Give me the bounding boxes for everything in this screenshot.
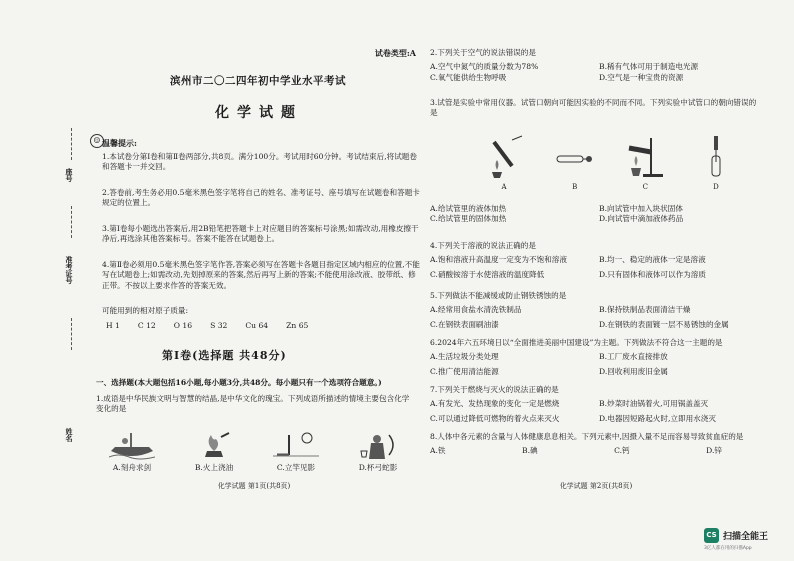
dropping-liquid-icon xyxy=(694,134,738,180)
section-intro: 一、选择题(本大题包括16小题,每小题3分,共48分。每小题只有一个选项符合题意。) xyxy=(96,378,382,387)
option: B.碘 xyxy=(522,446,538,456)
question-stem: 4.下列关于溶液的说法正确的是 xyxy=(430,241,536,250)
boat-sword-icon xyxy=(109,431,155,461)
question-stem: 7.下列关于燃烧与灭火的说法正确的是 xyxy=(430,385,559,394)
option: A.经常用食盐水清洗铁制品 xyxy=(430,305,522,315)
option: D.只有固体和液体可以作为溶质 xyxy=(599,269,706,279)
pole-shadow-icon xyxy=(273,431,319,461)
cut-line xyxy=(71,128,73,160)
atomic-mass-label: 可能用到的相对原子质量: xyxy=(102,306,189,315)
tip-item: 2.答卷前,考生务必用0.5毫米黑色签字笔将自己的姓名、准考证号、座号填写在试题卷和答题卡规定的位置上。 xyxy=(102,188,420,208)
diagram xyxy=(551,134,599,192)
option-label: B.火上浇油 xyxy=(194,463,234,472)
binding-sidebar xyxy=(62,128,86,488)
tip-item: 4.第Ⅱ卷必须用0.5毫米黑色签字笔作答,答案必须写在答题卡各题目指定区域内相应的位置,不能写在试题卷上;如需改动,先划掉原来的答案,然后再写上新的答案;不能使用涂改液、胶带纸、修正带。不按以上要求作答的答案无效。 xyxy=(102,260,420,290)
name-label: 姓名 xyxy=(65,428,74,442)
part-title: 第Ⅰ卷(选择题 共48分) xyxy=(162,349,287,362)
admission-number-label: 准考证号 xyxy=(65,256,74,284)
option: C.给试管里的固体加热 xyxy=(430,214,507,224)
option-image xyxy=(178,431,250,477)
option: C.可以通过降低可燃物的着火点来灭火 xyxy=(430,413,560,423)
cut-line xyxy=(71,206,73,238)
page-2 xyxy=(430,38,762,513)
scanner-logo-icon: CS xyxy=(704,528,719,543)
question-stem: 3.试管是实验中常用仪器。试管口朝向可能因实验的不同而不同。下列实验中试管口的朝向错误的是 xyxy=(430,98,757,118)
atomic-mass: Zn 65 xyxy=(286,321,309,330)
fire-oil-icon xyxy=(191,431,237,461)
option: B.炒菜时油锅着火,可用锅盖盖灭 xyxy=(599,399,709,409)
option: D.锌 xyxy=(706,446,722,456)
diagram-label: D xyxy=(713,183,719,192)
question-7 xyxy=(430,385,762,424)
option: D.回收利用废旧金属 xyxy=(599,366,668,376)
option-label: C.立竿见影 xyxy=(276,463,316,472)
diagram xyxy=(621,134,669,192)
question-options xyxy=(430,204,762,225)
atomic-mass: O 16 xyxy=(173,321,193,330)
exam-title: 滨州市二〇二四年初中学业水平考试 xyxy=(170,75,346,87)
option-image xyxy=(260,431,332,477)
option-label: A.刻舟求剑 xyxy=(112,463,152,472)
question-stem: 6.2024年六五环境日以“全面推进美丽中国建设”为主题。下列做法不符合这一主题的是 xyxy=(430,338,723,347)
option: A.空气中氮气的质量分数为78% xyxy=(430,62,539,72)
option: B.向试管中加入块状固体 xyxy=(599,204,683,213)
scanner-name: 扫描全能王 xyxy=(723,532,769,542)
scanner-tagline: 3亿人都在用的扫描App xyxy=(704,546,752,551)
diagram xyxy=(480,134,528,192)
exam-sheet xyxy=(62,38,762,513)
option: B.保持铁制品表面清洁干燥 xyxy=(599,305,691,315)
option-image xyxy=(96,431,168,477)
question-3 xyxy=(430,98,762,119)
option: C.氧气能供给生物呼吸 xyxy=(430,72,507,82)
option: D.在钢铁的表面镀一层不易锈蚀的金属 xyxy=(599,319,729,329)
diagram-label: A xyxy=(501,183,507,192)
atomic-mass: H 1 xyxy=(106,321,120,330)
cut-line xyxy=(71,318,73,350)
diagram-label: C xyxy=(642,183,648,192)
question-stem: 5.下列做法不能减缓或防止钢铁锈蚀的是 xyxy=(430,291,567,300)
question-8 xyxy=(430,432,762,457)
heating-liquid-icon xyxy=(482,134,526,180)
smiley-icon: ☺ xyxy=(90,134,104,148)
option: C.硝酸铵溶于水使溶液的温度降低 xyxy=(430,269,545,279)
option: C.钙 xyxy=(614,446,630,456)
option: C.推广使用清洁能源 xyxy=(430,366,499,376)
question-6 xyxy=(430,338,762,377)
atomic-mass: Cu 64 xyxy=(245,321,269,330)
option: B.稀有气体可用于制造电光源 xyxy=(599,62,699,72)
tips-heading: 温馨提示: xyxy=(102,138,137,148)
cup-bow-icon xyxy=(355,431,401,461)
atomic-mass: C 12 xyxy=(137,321,156,330)
question-4 xyxy=(430,241,762,280)
question-stem: 2.下列关于空气的说法错误的是 xyxy=(430,48,536,57)
option: B.均一、稳定的液体一定是溶液 xyxy=(599,255,706,265)
option-label: D.杯弓蛇影 xyxy=(358,463,398,472)
question-1-images xyxy=(96,431,414,477)
paper-type: 试卷类型:A xyxy=(374,48,416,58)
page-footer: 化学试题 第1页(共8页) xyxy=(217,482,291,490)
option: B.工厂废水直接排放 xyxy=(599,352,668,362)
atomic-mass: S 32 xyxy=(210,321,228,330)
adding-solid-icon xyxy=(553,134,597,180)
option-image xyxy=(342,431,414,477)
heating-solid-icon xyxy=(623,134,667,180)
option: D.空气是一种宝贵的资源 xyxy=(599,72,684,82)
subject-title: 化学试题 xyxy=(215,105,303,121)
option: A.生活垃圾分类处理 xyxy=(430,352,499,362)
question-2 xyxy=(430,48,762,83)
option: D.向试管中滴加液体药品 xyxy=(599,214,684,224)
question-1-stem: 1.成语是中华民族文明与智慧的结晶,是中华文化的瑰宝。下列成语所描述的情境主要包含化学变化的是 xyxy=(96,394,410,414)
atomic-mass-list xyxy=(106,321,406,331)
seat-number-label: 座号 xyxy=(65,168,74,182)
question-options xyxy=(430,399,762,424)
diagram xyxy=(692,134,740,192)
page-1 xyxy=(90,38,418,513)
question-3-options xyxy=(430,204,762,225)
diagram-label: B xyxy=(572,183,578,192)
question-options xyxy=(430,255,762,280)
option: A.给试管里的液体加热 xyxy=(430,204,507,213)
option: A.饱和溶液升高温度一定变为不饱和溶液 xyxy=(430,255,567,265)
question-stem: 8.人体中各元素的含量与人体健康息息相关。下列元素中,因摄入量不足而容易导致贫血症的是 xyxy=(430,432,744,441)
tip-item: 1.本试卷分第Ⅰ卷和第Ⅱ卷两部分,共8页。满分100分。考试用时60分钟。考试结束后,将试题卷和答题卡一并交回。 xyxy=(102,152,417,172)
option: D.电器因短路起火时,立即用水浇灭 xyxy=(599,413,716,423)
question-options xyxy=(430,305,762,330)
question-options xyxy=(430,446,762,456)
question-options xyxy=(430,352,762,377)
option: C.在钢铁表面刷油漆 xyxy=(430,319,499,329)
option: A.铁 xyxy=(430,446,446,456)
question-5 xyxy=(430,291,762,330)
scanner-watermark xyxy=(704,528,768,543)
tip-item: 3.第Ⅰ卷每小题选出答案后,用2B铅笔把答题卡上对应题目的答案标号涂黑;如需改动,用橡皮擦干净后,再选涂其他答案标号。答案不能答在试题卷上。 xyxy=(102,224,419,244)
question-options xyxy=(430,62,762,83)
page-footer: 化学试题 第2页(共8页) xyxy=(559,482,633,490)
option: A.有发光、发热现象的变化一定是燃烧 xyxy=(430,399,560,409)
question-3-diagrams xyxy=(480,134,740,192)
